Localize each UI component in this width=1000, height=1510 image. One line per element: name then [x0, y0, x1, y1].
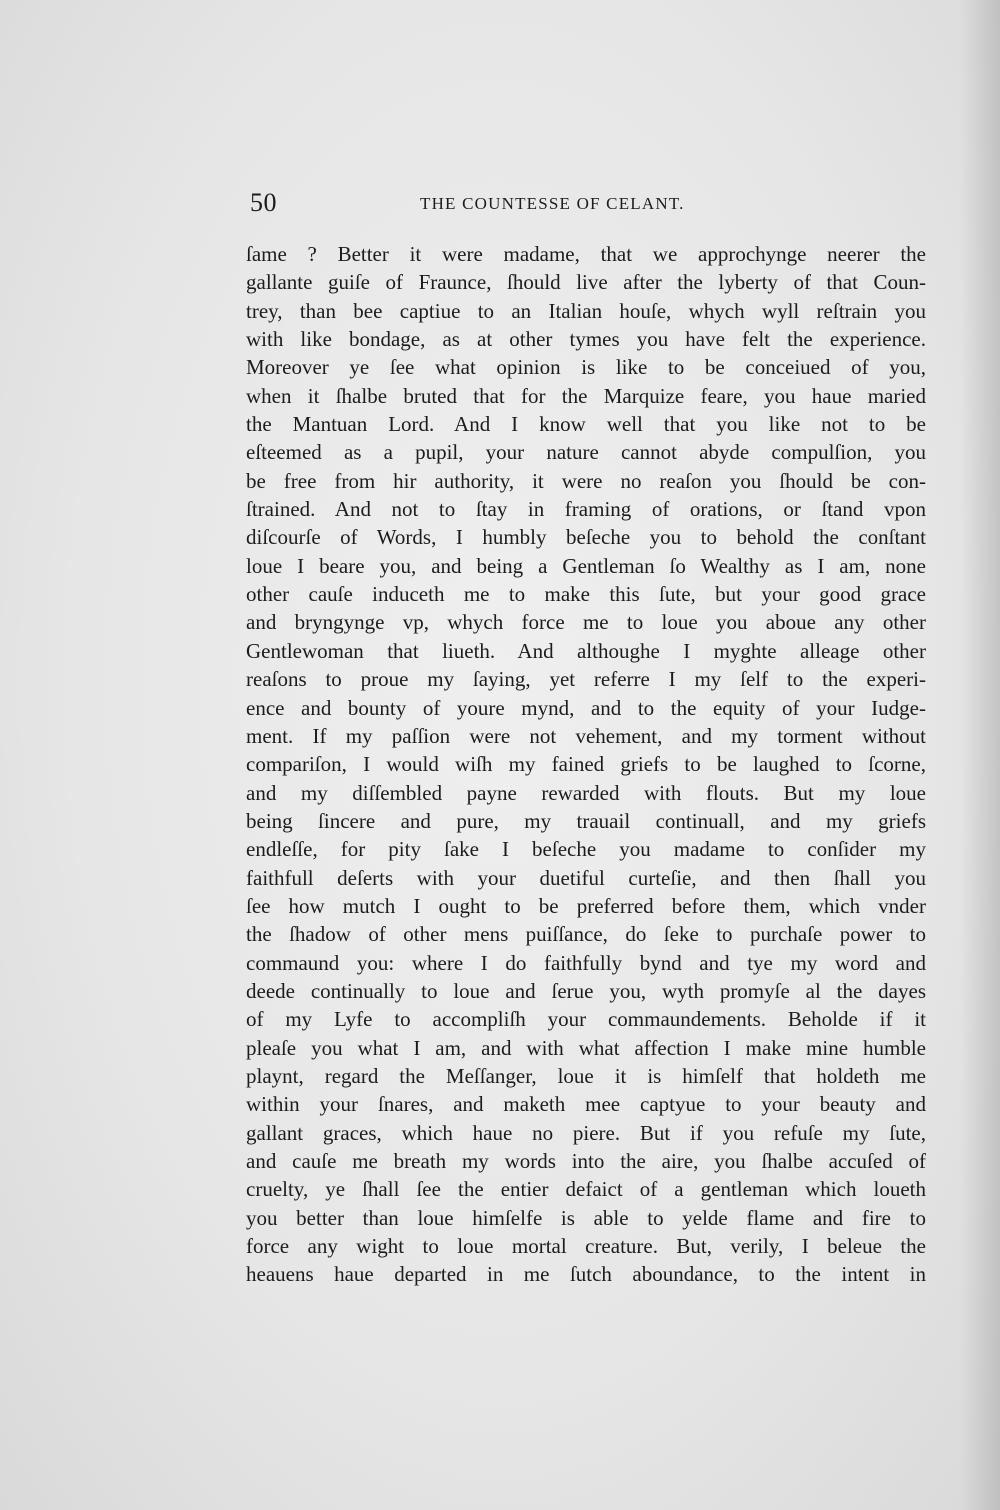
text-line: ſtrained. And not to ſtay in framing of orations, or ſtand vpon	[246, 497, 926, 522]
text-line: the Mantuan Lord. And I know well that you like not to be	[246, 412, 926, 437]
text-line: loue I beare you, and being a Gentleman ſo Wealthy as I am, none	[246, 553, 926, 578]
text-line: heauens haue departed in me ſutch aboundance, to the intent in	[246, 1262, 926, 1287]
text-line: Moreover ye ſee what opinion is like to be conceiued of you,	[246, 355, 926, 380]
text-line: and cauſe me breath my words into the aire, you ſhalbe accuſed of	[246, 1149, 926, 1173]
text-line: commaund you: where I do faithfully bynd and tye my word and	[246, 950, 926, 975]
body-text	[246, 240, 926, 1289]
text-line: eſteemed as a pupil, your nature cannot abyde compulſion, you	[246, 440, 926, 465]
text-line: force any wight to loue mortal creature. But, verily, I beleue the	[246, 1234, 926, 1259]
text-line: Gentlewoman that liueth. And althoughe I myghte alleage other	[246, 638, 926, 663]
text-line: cruelty, ye ſhall ſee the entier defaict of a gentleman which loueth	[246, 1177, 926, 1202]
page-edge-shadow	[960, 0, 1000, 1510]
text-line: playnt, regard the Meſſanger, loue it is himſelf that holdeth me	[246, 1063, 926, 1088]
text-line: ſee how mutch I ought to be preferred before them, which vnder	[246, 893, 926, 918]
text-line: other cauſe induceth me to make this ſute, but your good grace	[246, 582, 926, 607]
text-line: when it ſhalbe bruted that for the Marquize feare, you haue maried	[246, 383, 926, 408]
text-line: pleaſe you what I am, and with what affection I make mine humble	[246, 1035, 926, 1060]
running-head: THE COUNTESSE OF CELANT.	[420, 194, 685, 213]
text-line: you better than loue himſelfe is able to yelde flame and fire to	[246, 1205, 926, 1230]
page-number: 50	[250, 188, 277, 217]
text-line: within your ſnares, and maketh mee captyue to your beauty and	[246, 1092, 926, 1117]
text-line: gallant graces, which haue no piere. But if you refuſe my ſute,	[246, 1120, 926, 1145]
text-line: be free from hir authority, it were no reaſon you ſhould be con-	[246, 468, 926, 493]
text-line: being ſincere and pure, my trauail continuall, and my griefs	[246, 808, 926, 833]
text-line: endleſſe, for pity ſake I beſeche you madame to conſider my	[246, 837, 926, 862]
text-line: gallante guiſe of Fraunce, ſhould live after the lyberty of that Coun-	[246, 270, 926, 295]
page-header	[250, 188, 930, 228]
text-line: diſcourſe of Words, I humbly beſeche you to behold the conſtant	[246, 525, 926, 550]
text-line: trey, than bee captiue to an Italian houſe, whych wyll reſtrain you	[246, 298, 926, 323]
text-line: the ſhadow of other mens puiſſance, do ſeke to purchaſe power to	[246, 922, 926, 947]
text-line: reaſons to proue my ſaying, yet referre I my ſelf to the experi-	[246, 667, 926, 692]
text-line: faithfull deſerts with your duetiful curteſie, and then ſhall you	[246, 865, 926, 890]
text-line: and bryngynge vp, whych force me to loue you aboue any other	[246, 610, 926, 635]
text-line: deede continually to loue and ſerue you, wyth promyſe al the dayes	[246, 978, 926, 1003]
text-line: of my Lyfe to accompliſh your commaundements. Beholde if it	[246, 1007, 926, 1032]
text-line: ſame ? Better it were madame, that we approchynge neerer the	[246, 242, 926, 266]
text-line: ment. If my paſſion were not vehement, and my torment without	[246, 723, 926, 748]
text-line: ence and bounty of youre mynd, and to the equity of your Iudge-	[246, 695, 926, 720]
text-line: with like bondage, as at other tymes you have felt the experience.	[246, 327, 926, 352]
text-line: and my diſſembled payne rewarded with flouts. But my loue	[246, 780, 926, 805]
text-line: compariſon, I would wiſh my fained griefs to be laughed to ſcorne,	[246, 752, 926, 777]
